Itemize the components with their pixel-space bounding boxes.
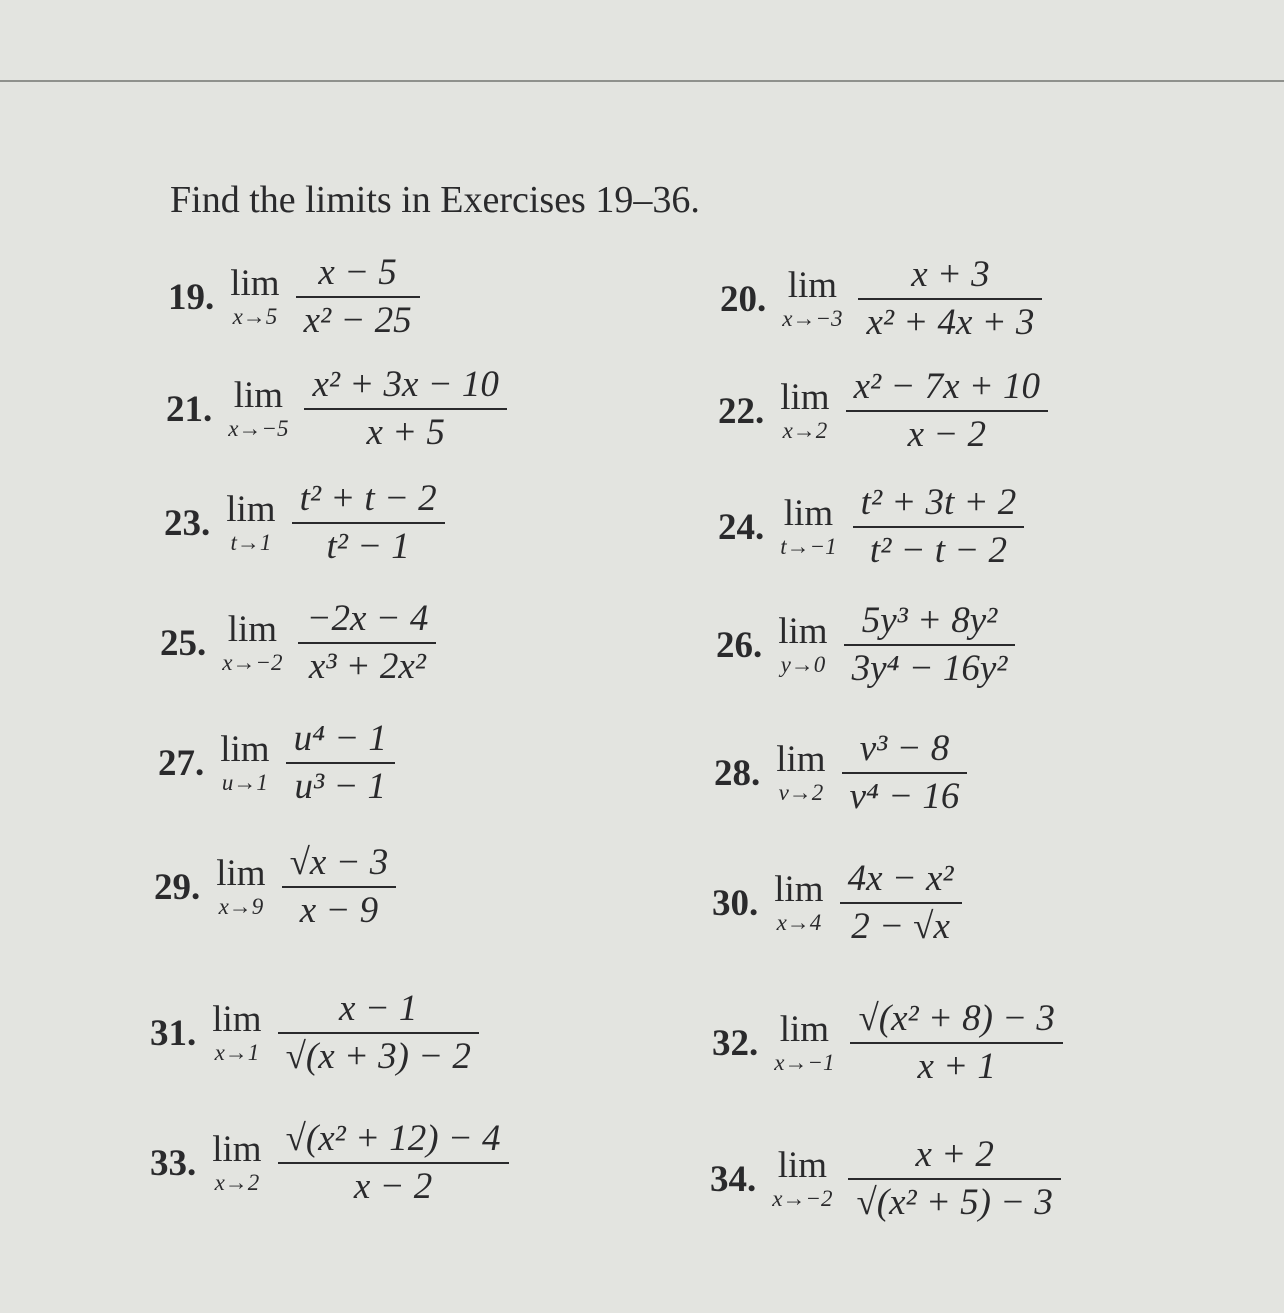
exercise-number: 34. xyxy=(710,1158,757,1200)
exercise-number: 27. xyxy=(158,742,205,784)
fraction xyxy=(850,996,1062,1090)
lim-label: lim xyxy=(212,999,262,1040)
exercise-number: 31. xyxy=(150,1012,197,1054)
lim-label: lim xyxy=(212,1129,262,1170)
denominator: √(x² + 5) − 3 xyxy=(856,1182,1053,1223)
denominator: x − 9 xyxy=(299,890,379,931)
limit-approach: x→5 xyxy=(232,304,278,329)
exercise-28 xyxy=(714,726,967,820)
limit-approach: x→9 xyxy=(218,894,264,919)
denominator: x² − 25 xyxy=(303,300,412,341)
exercise-22 xyxy=(718,364,1048,458)
denominator: x − 2 xyxy=(907,414,986,455)
limit-operator xyxy=(778,612,827,678)
lim-label: lim xyxy=(233,375,284,416)
fraction xyxy=(286,716,395,810)
fraction xyxy=(844,598,1016,692)
exercise-29 xyxy=(154,840,396,934)
exercise-number: 21. xyxy=(166,388,213,430)
exercise-number: 33. xyxy=(150,1142,197,1184)
numerator: x + 2 xyxy=(915,1134,994,1175)
denominator: u³ − 1 xyxy=(294,766,387,807)
denominator: t² − 1 xyxy=(326,526,410,567)
numerator: x + 3 xyxy=(911,254,990,295)
limit-operator xyxy=(222,610,282,676)
denominator: x − 2 xyxy=(353,1166,433,1207)
numerator: 4x − x² xyxy=(847,858,954,899)
lim-label: lim xyxy=(230,263,280,304)
denominator: x³ + 2x² xyxy=(308,646,426,687)
limit-approach: x→2 xyxy=(214,1170,260,1195)
numerator: √(x² + 12) − 4 xyxy=(285,1118,501,1159)
numerator: x − 5 xyxy=(318,252,397,293)
exercise-number: 19. xyxy=(168,276,215,318)
limit-operator xyxy=(212,1130,261,1196)
fraction xyxy=(304,362,506,456)
fraction xyxy=(848,1132,1060,1226)
fraction xyxy=(292,476,445,570)
denominator: x + 5 xyxy=(366,412,445,453)
fraction xyxy=(278,1116,509,1210)
exercise-26 xyxy=(716,598,1015,692)
exercise-number: 25. xyxy=(160,622,207,664)
limit-operator xyxy=(772,1146,832,1212)
exercise-33 xyxy=(150,1116,509,1210)
exercise-21 xyxy=(166,362,507,456)
exercise-23 xyxy=(164,476,445,570)
limit-operator xyxy=(216,854,265,920)
exercise-number: 20. xyxy=(720,278,767,320)
limit-approach: u→1 xyxy=(221,770,268,795)
denominator: v⁴ − 16 xyxy=(849,776,960,817)
limit-approach: x→−5 xyxy=(228,416,289,441)
limit-operator xyxy=(782,266,842,332)
lim-label: lim xyxy=(227,609,278,650)
numerator: v³ − 8 xyxy=(859,728,950,769)
numerator: t² + t − 2 xyxy=(299,478,437,519)
numerator: x² − 7x + 10 xyxy=(853,366,1040,407)
limit-operator xyxy=(780,378,829,444)
denominator: x² + 4x + 3 xyxy=(866,302,1035,343)
exercise-number: 22. xyxy=(718,390,765,432)
lim-label: lim xyxy=(216,853,266,894)
limit-approach: y→0 xyxy=(780,652,826,677)
lim-label: lim xyxy=(780,377,830,418)
denominator: √(x + 3) − 2 xyxy=(285,1036,471,1077)
numerator: x − 1 xyxy=(339,988,418,1029)
fraction xyxy=(853,480,1025,574)
limit-operator xyxy=(774,1010,834,1076)
limit-approach: v→2 xyxy=(778,780,824,805)
numerator: √x − 3 xyxy=(289,842,389,883)
fraction xyxy=(296,250,420,344)
numerator: x² + 3x − 10 xyxy=(312,364,499,405)
denominator: 2 − √x xyxy=(851,906,950,947)
lim-label: lim xyxy=(226,489,276,530)
limit-approach: x→2 xyxy=(782,418,828,443)
limit-approach: t→−1 xyxy=(780,534,837,559)
lim-label: lim xyxy=(776,739,826,780)
exercise-number: 29. xyxy=(154,866,201,908)
exercise-19 xyxy=(168,250,420,344)
denominator: t² − t − 2 xyxy=(869,530,1008,571)
exercise-number: 23. xyxy=(164,502,211,544)
fraction xyxy=(840,856,962,950)
numerator: −2x − 4 xyxy=(306,598,429,639)
exercise-30 xyxy=(712,856,962,950)
numerator: t² + 3t + 2 xyxy=(860,482,1017,523)
limit-operator xyxy=(220,730,269,796)
exercise-25 xyxy=(160,596,436,690)
limit-approach: x→−2 xyxy=(222,650,283,675)
lim-label: lim xyxy=(779,1009,830,1050)
denominator: x + 1 xyxy=(917,1046,996,1087)
exercises-heading: Find the limits in Exercises 19–36. xyxy=(170,179,700,221)
limit-operator xyxy=(774,870,823,936)
limit-approach: x→−3 xyxy=(782,306,843,331)
limit-approach: x→−1 xyxy=(774,1050,835,1075)
lim-label: lim xyxy=(220,729,270,770)
limit-operator xyxy=(780,494,836,560)
lim-label: lim xyxy=(778,611,828,652)
exercise-number: 30. xyxy=(712,882,759,924)
numerator: 5y³ + 8y² xyxy=(861,600,998,641)
denominator: 3y⁴ − 16y² xyxy=(851,648,1008,689)
limit-operator xyxy=(226,490,275,556)
exercise-27 xyxy=(158,716,395,810)
fraction xyxy=(278,986,479,1080)
limit-operator xyxy=(212,1000,261,1066)
page-rule xyxy=(0,80,1284,82)
exercise-number: 28. xyxy=(714,752,761,794)
lim-label: lim xyxy=(777,1145,828,1186)
exercise-31 xyxy=(150,986,479,1080)
limit-approach: t→1 xyxy=(230,530,272,555)
exercise-34 xyxy=(710,1132,1061,1226)
lim-label: lim xyxy=(783,493,834,534)
limit-operator xyxy=(230,264,279,330)
fraction xyxy=(282,840,397,934)
limit-operator xyxy=(776,740,825,806)
fraction xyxy=(842,726,968,820)
numerator: u⁴ − 1 xyxy=(293,718,387,759)
exercise-24 xyxy=(718,480,1024,574)
limit-approach: x→1 xyxy=(214,1040,260,1065)
exercise-32 xyxy=(712,996,1063,1090)
lim-label: lim xyxy=(787,265,838,306)
limit-approach: x→4 xyxy=(776,910,822,935)
numerator: √(x² + 8) − 3 xyxy=(858,998,1055,1039)
exercise-20 xyxy=(720,252,1042,346)
fraction xyxy=(846,364,1048,458)
lim-label: lim xyxy=(774,869,824,910)
limit-approach: x→−2 xyxy=(772,1186,833,1211)
exercise-number: 26. xyxy=(716,624,763,666)
exercise-number: 32. xyxy=(712,1022,759,1064)
fraction xyxy=(858,252,1042,346)
limit-operator xyxy=(228,376,288,442)
fraction xyxy=(298,596,436,690)
exercise-number: 24. xyxy=(718,506,765,548)
